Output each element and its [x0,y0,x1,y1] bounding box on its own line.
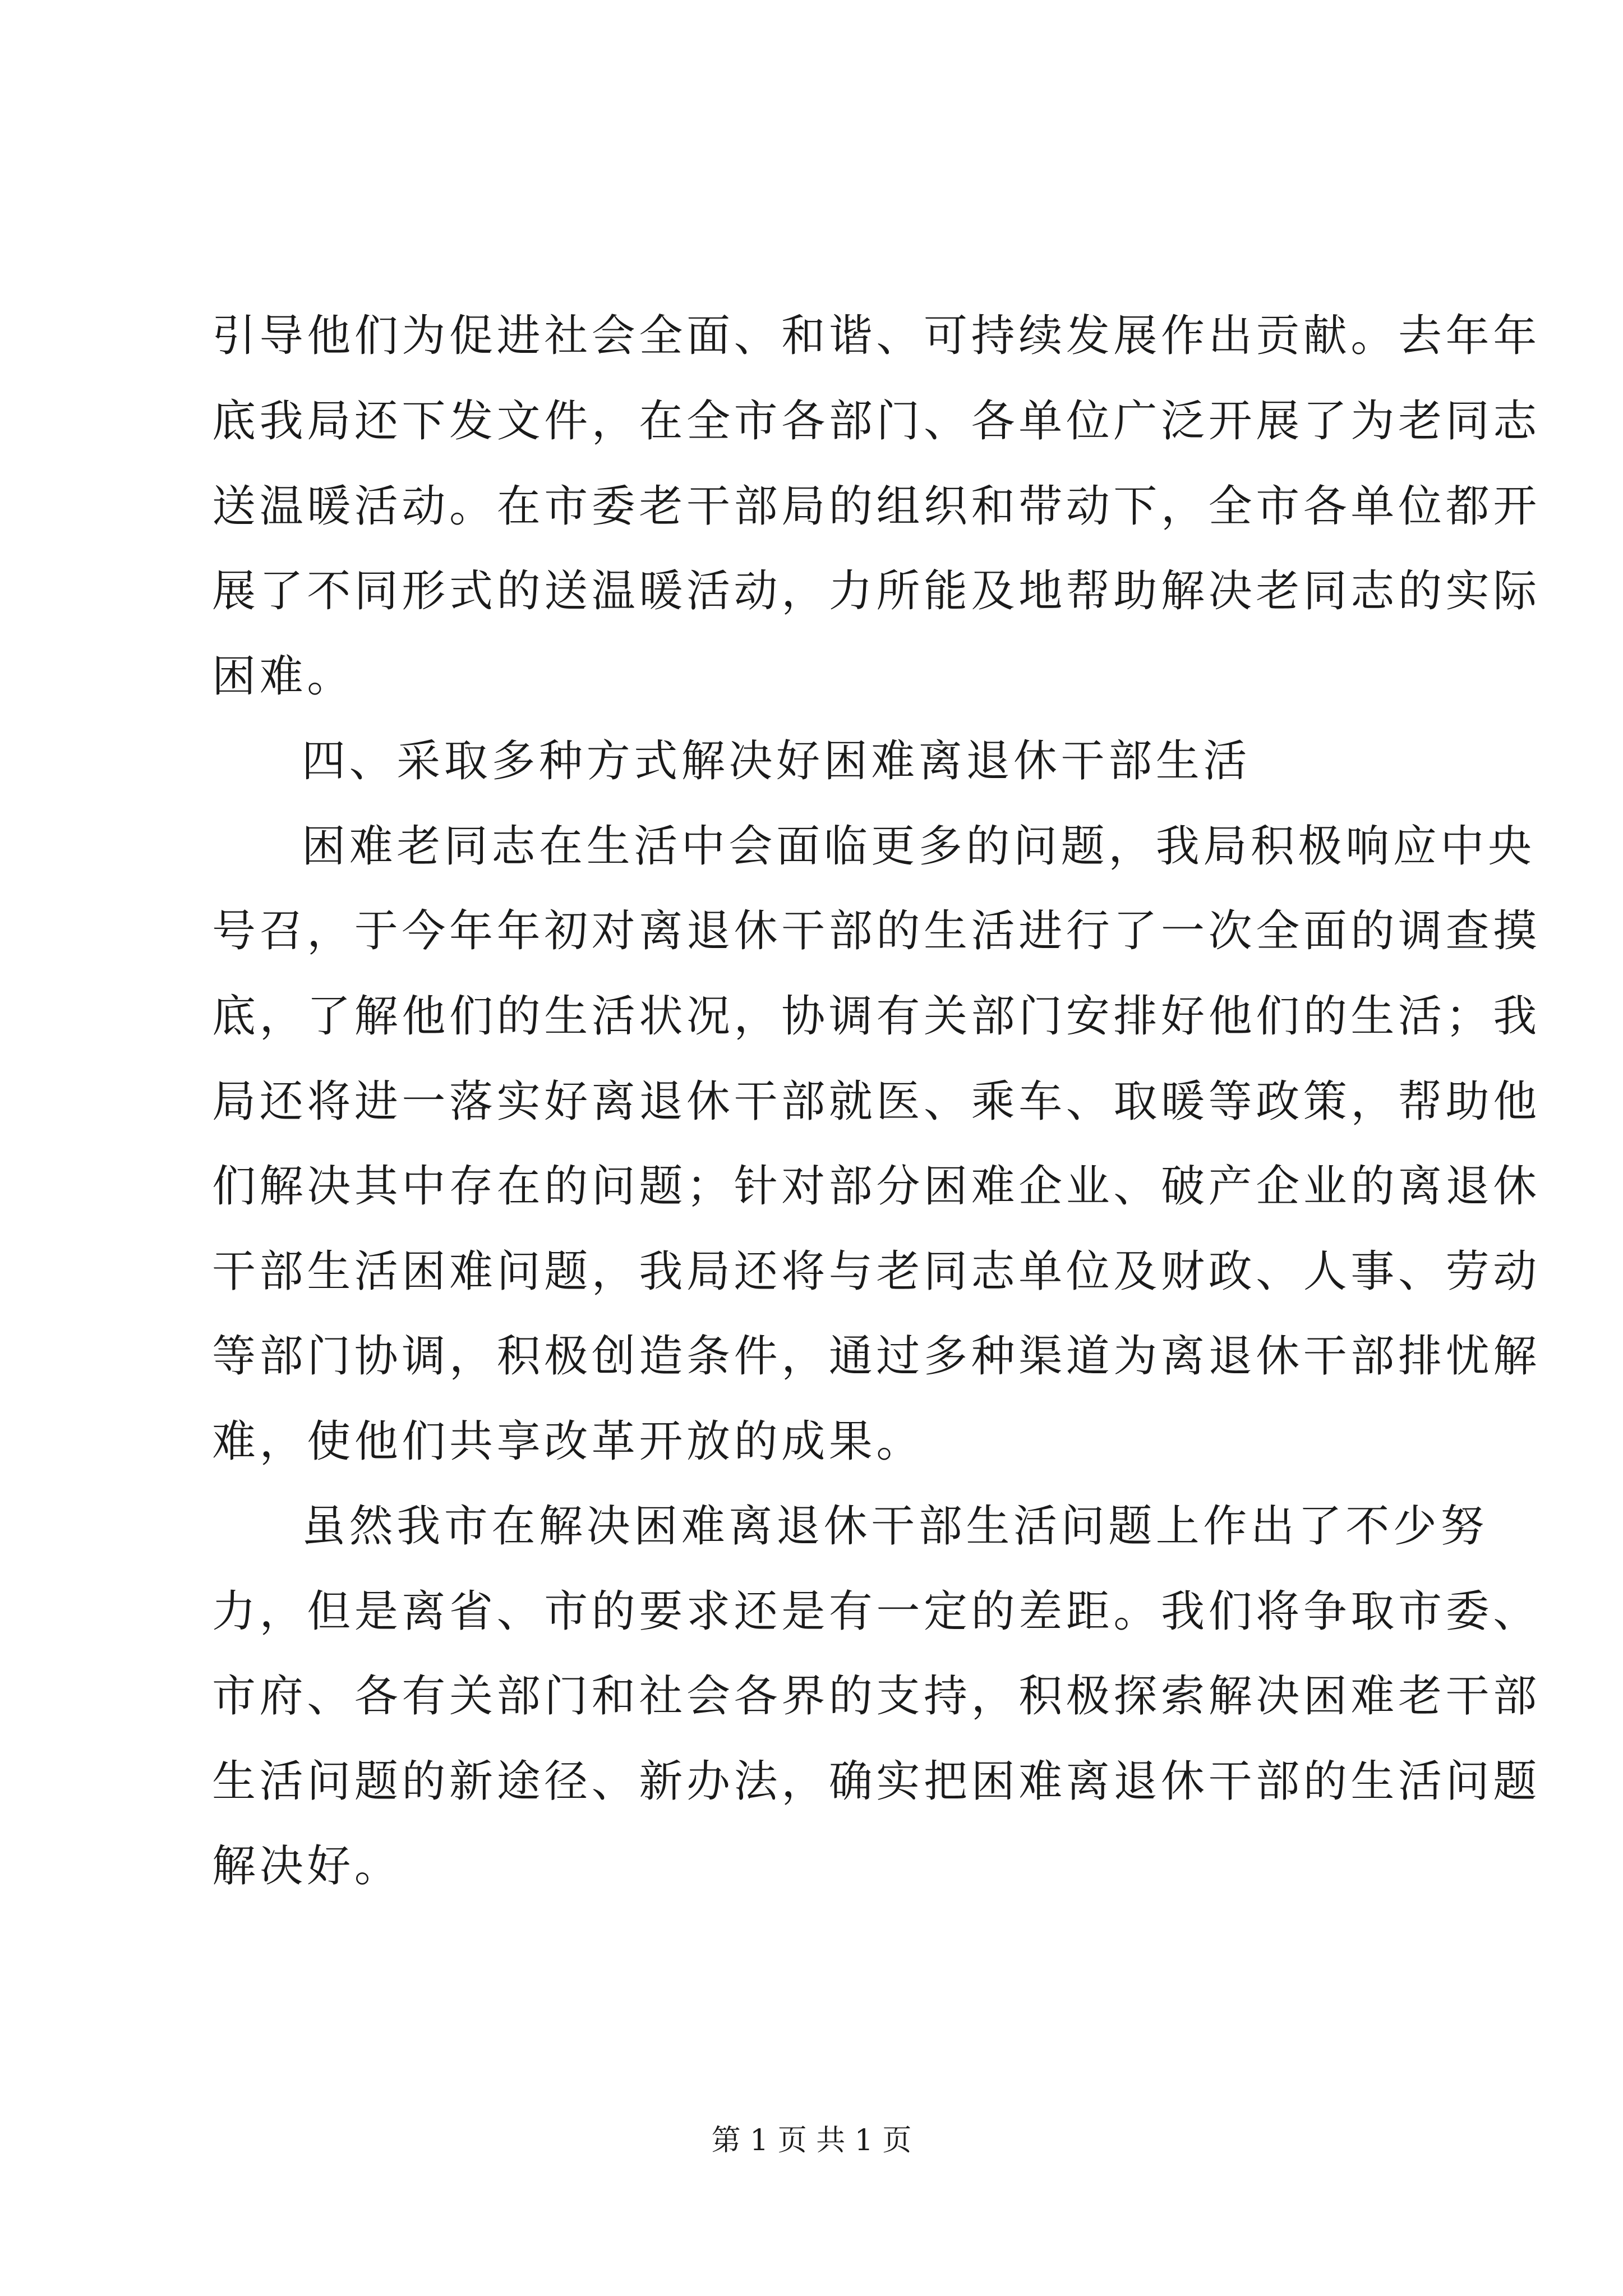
paragraph-line: 困难老同志在生活中会面临更多的问题，我局积极响应中央 [302,821,1536,872]
paragraph-line: 底我局还下发文件，在全市各部门、各单位广泛开展了为老同志 [212,396,1541,447]
paragraph-line: 局还将进一落实好离退休干部就医、乘车、取暖等政策，帮助他 [212,1076,1541,1127]
paragraph-line: 送温暖活动。在市委老干部局的组织和带动下，全市各单位都开 [212,481,1541,532]
paragraph-line: 生活问题的新途径、新办法，确实把困难离退休干部的生活问题 [212,1756,1541,1807]
paragraph-line: 们解决其中存在的问题；针对部分困难企业、破产企业的离退休 [212,1161,1541,1212]
paragraph-line: 困难。 [212,651,354,702]
page-footer: 第 1 页 共 1 页 [711,2124,912,2157]
section-heading: 四、采取多种方式解决好困难离退休干部生活 [302,736,1251,786]
paragraph-line: 市府、各有关部门和社会各界的支持，积极探索解决困难老干部 [212,1671,1541,1722]
paragraph-line: 号召，于今年年初对离退休干部的生活进行了一次全面的调查摸 [212,906,1541,956]
paragraph-line: 干部生活困难问题，我局还将与老同志单位及财政、人事、劳动 [212,1246,1541,1297]
paragraph-line: 力，但是离省、市的要求还是有一定的差距。我们将争取市委、 [212,1586,1541,1637]
paragraph-line: 底，了解他们的生活状况，协调有关部门安排好他们的生活；我 [212,991,1541,1042]
paragraph-line: 等部门协调，积极创造条件，通过多种渠道为离退休干部排忧解 [212,1331,1541,1382]
paragraph-line: 难，使他们共享改革开放的成果。 [212,1416,924,1467]
paragraph-line: 虽然我市在解决困难离退休干部生活问题上作出了不少努 [302,1501,1488,1552]
paragraph-line: 展了不同形式的送温暖活动，力所能及地帮助解决老同志的实际 [212,566,1541,616]
paragraph-line: 解决好。 [212,1841,402,1892]
paragraph-line: 引导他们为促进社会全面、和谐、可持续发展作出贡献。去年年 [212,311,1541,361]
